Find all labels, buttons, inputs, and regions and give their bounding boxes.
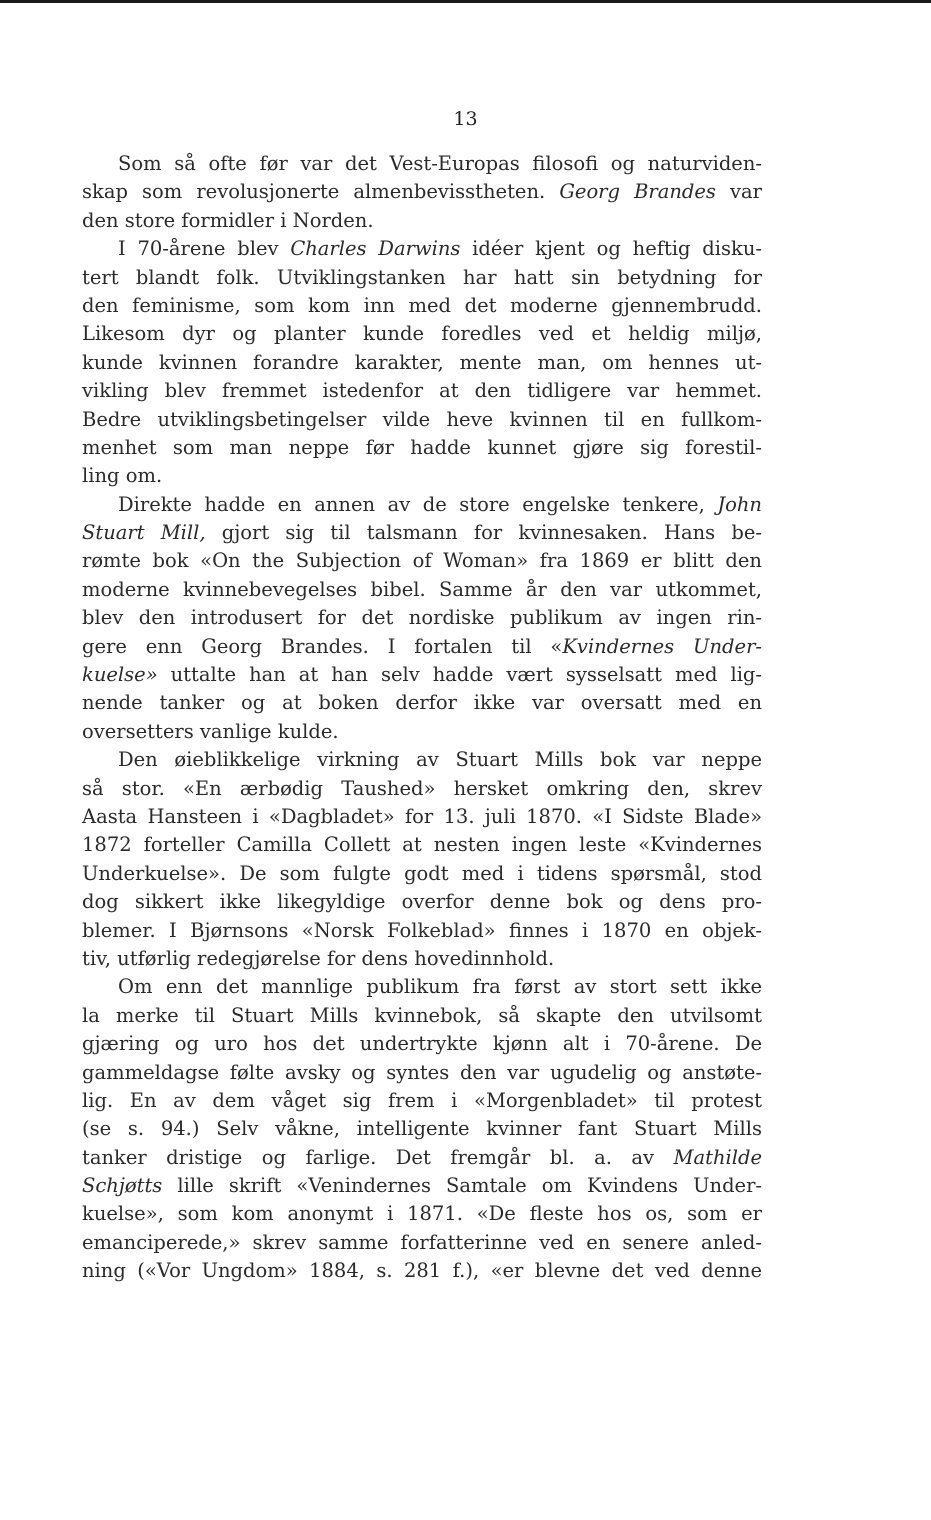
text-run: idéer kjent og heftig disku- [460, 237, 763, 261]
text-run: var [715, 180, 763, 204]
text-run: dog sikkert ikke likegyldige overfor denne bok og dens pro- [82, 890, 762, 914]
italic-name: Mathilde [673, 1145, 762, 1169]
text-line [82, 1229, 762, 1257]
text-run: kunde kvinnen forandre karakter, mente man, om hennes ut- [82, 350, 762, 374]
text-run: den store formidler i Norden. [82, 208, 374, 232]
text-line [82, 718, 762, 746]
text-run: (se s. 94.) Selv våkne, intelligente kvinner fant Stuart Mills [82, 1117, 762, 1141]
text-line [82, 349, 762, 377]
text-line [82, 264, 762, 292]
text-line [82, 576, 762, 604]
text-line [82, 1257, 762, 1285]
text-line [82, 491, 762, 519]
text-line [82, 860, 762, 888]
text-run: kuelse», som kom anonymt i 1871. «De fleste hos os, som er [82, 1202, 762, 1226]
text-run: gjæring og uro hos det undertrykte kjønn alt i 70-årene. De [82, 1032, 762, 1056]
text-line [82, 150, 762, 178]
text-run: moderne kvinnebevegelses bibel. Samme år den var utkommet, [82, 577, 762, 601]
text-run: oversetters vanlige kulde. [82, 719, 339, 743]
text-line [82, 775, 762, 803]
text-run: gere enn Georg Brandes. I fortalen til « [82, 634, 563, 658]
text-run: blev den introdusert for det nordiske publikum av ingen rin- [82, 606, 762, 630]
text-run: menhet som man neppe før hadde kunnet gjøre sig forestil- [82, 435, 762, 459]
text-run: rømte bok «On the Subjection of Woman» fra 1869 er blitt den [82, 549, 762, 573]
text-run: 1872 forteller Camilla Collett at nesten ingen leste «Kvindernes [82, 833, 762, 857]
italic-name: Charles Darwins [290, 237, 461, 261]
text-run: Som så ofte før var det Vest-Europas filosofi og naturviden- [118, 152, 762, 175]
text-line [82, 434, 762, 462]
italic-name: John [717, 492, 762, 516]
text-line [82, 633, 762, 661]
text-run: Bedre utviklingsbetingelser vilde heve kvinnen til en fullkom- [82, 407, 762, 431]
text-line [82, 945, 762, 973]
text-line [82, 973, 762, 1001]
text-line [82, 547, 762, 575]
body-text [82, 150, 762, 1286]
text-line [82, 803, 762, 831]
page-number: 13 [453, 108, 478, 130]
text-run: Direkte hadde en annen av de store engelske tenkere, [118, 492, 718, 516]
text-line [82, 1059, 762, 1087]
text-line [82, 1087, 762, 1115]
text-run: I 70-årene blev [118, 237, 291, 261]
text-line [82, 462, 762, 490]
text-line [82, 1172, 762, 1200]
text-line [82, 1115, 762, 1143]
text-line [82, 831, 762, 859]
text-run: Likesom dyr og planter kunde foredles ved et heldig miljø, [82, 322, 762, 346]
text-run: uttalte han at han selv hadde vært sysselsatt med lig- [157, 663, 762, 687]
italic-name: Stuart Mill, [82, 521, 206, 545]
text-line [82, 1144, 762, 1172]
text-run: Om enn det mannlige publikum fra først av stort sett ikke [118, 975, 762, 999]
text-line [82, 689, 762, 717]
text-line [82, 406, 762, 434]
text-line [82, 320, 762, 348]
text-line [82, 917, 762, 945]
text-line [82, 519, 762, 547]
text-run: den feminisme, som kom inn med det moderne gjennembrudd. [82, 293, 762, 317]
text-run: vikling blev fremmet istedenfor at den tidligere var hemmet. [82, 379, 762, 403]
text-run: tanker dristige og farlige. Det fremgår bl. a. av [82, 1145, 674, 1169]
text-line [82, 235, 762, 263]
text-line [82, 604, 762, 632]
text-run: tiv, utførlig redegjørelse for dens hovedinnhold. [82, 946, 555, 970]
italic-name: Kvindernes Under- [562, 634, 762, 658]
text-run: gammeldagse følte avsky og syntes den var ugudelig og anstøte- [82, 1060, 762, 1084]
page-top-edge [0, 0, 931, 3]
text-run: Den øieblikkelige virkning av Stuart Mills bok var neppe [118, 748, 762, 772]
text-line [82, 1030, 762, 1058]
text-run: gjort sig til talsmann for kvinnesaken. Hans be- [205, 521, 762, 545]
italic-name: Schjøtts [82, 1174, 163, 1198]
text-run: ling om. [82, 464, 163, 488]
text-line [82, 661, 762, 689]
text-line [82, 888, 762, 916]
text-run: Aasta Hansteen i «Dagbladet» for 13. juli 1870. «I Sidste Blade» [82, 804, 762, 828]
text-run: lille skrift «Venindernes Samtale om Kvindens Under- [162, 1174, 762, 1198]
text-line [82, 1002, 762, 1030]
text-line [82, 746, 762, 774]
text-run: lig. En av dem våget sig frem i «Morgenbladet» til protest [82, 1088, 762, 1112]
text-line [82, 207, 762, 235]
text-run: nende tanker og at boken derfor ikke var oversatt med en [82, 691, 762, 715]
text-line [82, 377, 762, 405]
text-line [82, 178, 762, 206]
text-run: la merke til Stuart Mills kvinnebok, så skapte den utvilsomt [82, 1003, 762, 1027]
text-run: ning («Vor Ungdom» 1884, s. 281 f.), «er blevne det ved denne [82, 1259, 762, 1283]
italic-name: Georg Brandes [559, 180, 716, 204]
italic-name: kuelse» [82, 663, 158, 687]
text-line [82, 1200, 762, 1228]
text-run: så stor. «En ærbødig Taushed» hersket omkring den, skrev [82, 776, 762, 800]
text-run: emanciperede,» skrev samme forfatterinne ved en senere anled- [82, 1230, 762, 1254]
text-line [82, 292, 762, 320]
text-run: blemer. I Bjørnsons «Norsk Folkeblad» finnes i 1870 en objek- [82, 918, 762, 942]
text-run: skap som revolusjonerte almenbevisstheten. [82, 180, 560, 204]
text-run: Underkuelse». De som fulgte godt med i tidens spørsmål, stod [82, 861, 762, 885]
text-run: tert blandt folk. Utviklingstanken har hatt sin betydning for [82, 265, 762, 289]
